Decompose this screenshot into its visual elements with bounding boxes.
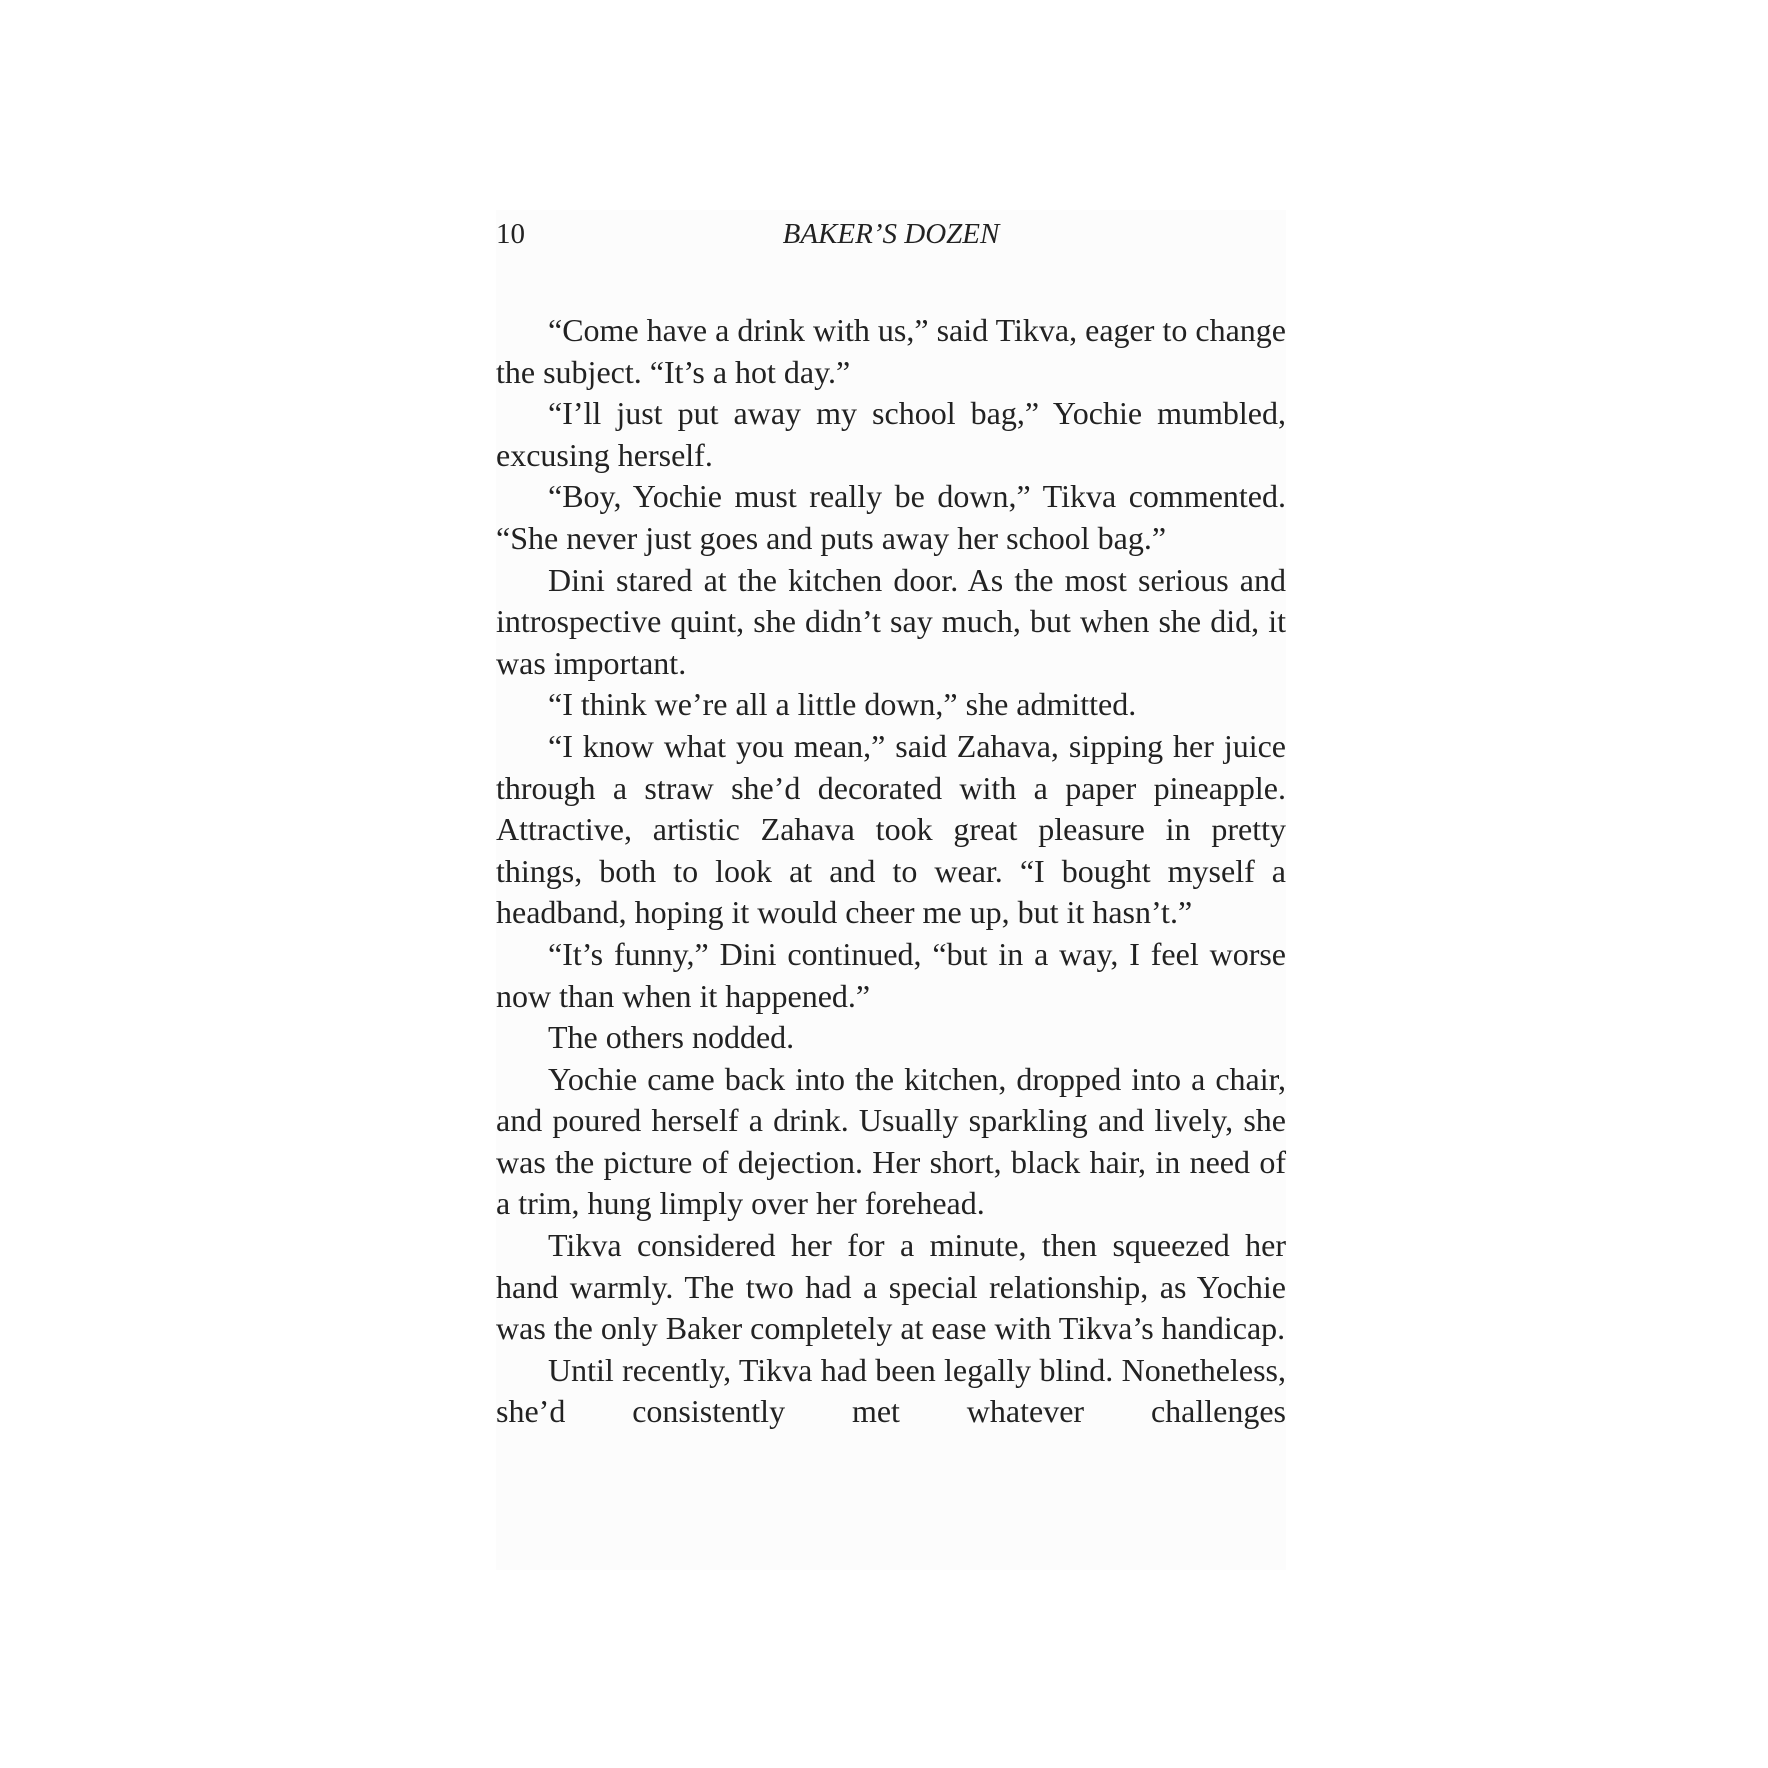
paragraph: “I’ll just put away my school bag,” Yochie mumbled, excusing herself. bbox=[496, 395, 1286, 473]
paragraph: Tikva considered her for a minute, then squeezed her hand warmly. The two had a special relationship, as Yochie was the only Baker completely at ease with Tikva’s handicap. bbox=[496, 1227, 1286, 1347]
paragraph: “I know what you mean,” said Zahava, sipping her juice through a straw she’d decorated with a paper pineapple. Attractive, artistic Zahava took great pleasure in pretty things, both to look at and to wear. “I bought myself a headband, hoping it would cheer me up, but it hasn’t.” bbox=[496, 727, 1286, 931]
paragraph: “It’s funny,” Dini continued, “but in a way, I feel worse now than when it happened.” bbox=[496, 935, 1286, 1014]
paragraph: “Boy, Yochie must really be down,” Tikva commented. “She never just goes and puts away her school bag.” bbox=[496, 478, 1286, 556]
paragraph: “I think we’re all a little down,” she admitted. bbox=[548, 686, 1137, 723]
paragraph: Until recently, Tikva had been legally blind. Nonetheless, she’d consistently met whatever challenges bbox=[496, 1351, 1286, 1430]
paragraph: Dini stared at the kitchen door. As the most serious and introspective quint, she didn’t say much, but when she did, it was important. bbox=[496, 561, 1286, 681]
running-head bbox=[496, 212, 1286, 256]
body-text bbox=[496, 310, 1286, 1433]
paragraph: Yochie came back into the kitchen, dropped into a chair, and poured herself a drink. Usually sparkling and lively, she was the picture of dejection. Her short, black hair, in need of a trim, hung limply over her forehead. bbox=[496, 1060, 1286, 1222]
paragraph: The others nodded. bbox=[548, 1019, 795, 1056]
page-number: 10 bbox=[496, 218, 525, 250]
paragraph: “Come have a drink with us,” said Tikva, eager to change the subject. “It’s a hot day.” bbox=[496, 312, 1286, 390]
running-title: BAKER’S DOZEN bbox=[782, 218, 1000, 250]
